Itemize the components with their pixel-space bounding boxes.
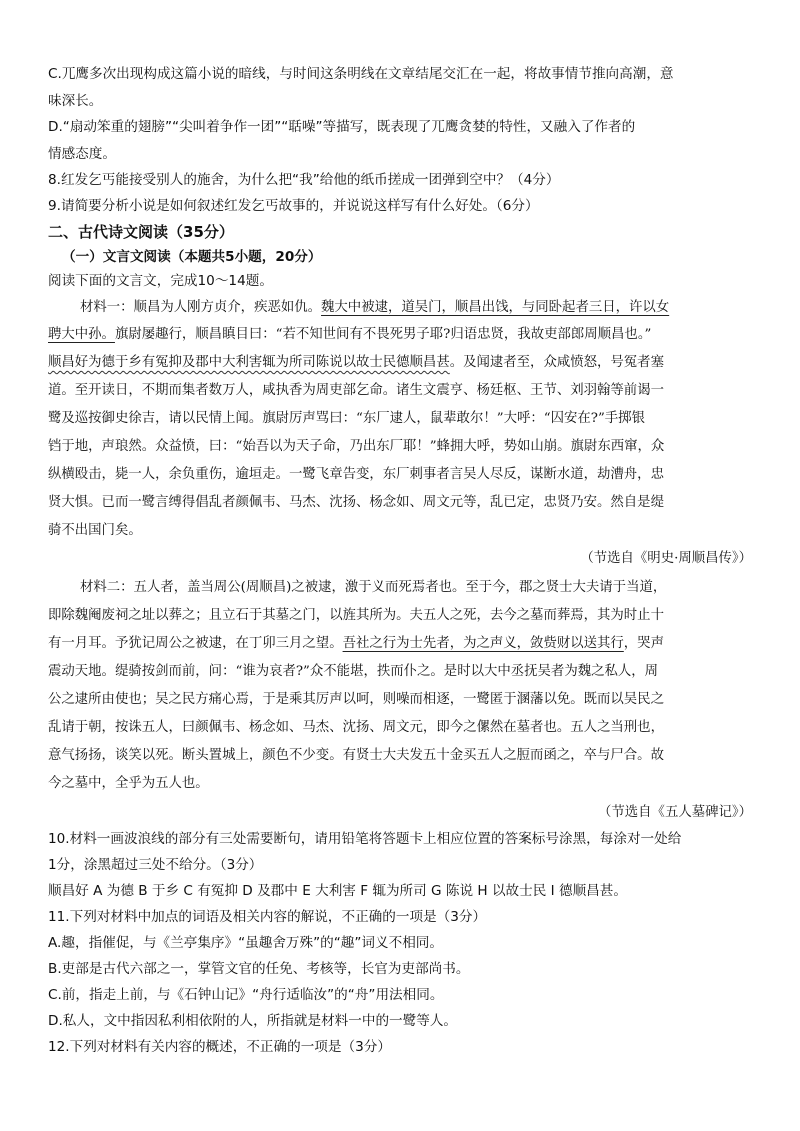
question-11-option-d: D.私人，文中指因私利相依附的人，所指就是材料一中的一鹭等人。 (48, 1013, 458, 1029)
material1-line2b: 旗尉屡趣行，顺昌瞋目曰：“若不知世间有不畏死男子耶?归语忠贤，我故吏部郎周顺昌也。” (114, 327, 652, 342)
material2-line3c: ，哭声 (623, 636, 664, 651)
option-c-cont: 味深长。 (48, 93, 103, 109)
material2-line4: 震动天地。缇骑按剑而前，问：“谁为哀者?”众不能堪，抶而仆之。是时以大中丞抚吴者为魏之私人，周 (48, 664, 659, 679)
question-11-option-c: C.前，指走上前，与《石钟山记》“舟行适临汝”的“舟”用法相同。 (48, 987, 444, 1003)
question-10: 10.材料一画波浪线的部分有三处需要断句，请用铅笔将答题卡上相应位置的答案标号涂黑，每涂对一处给 (48, 831, 682, 847)
question-12: 12.下列对材料有关内容的概述，不正确的一项是（3分） (48, 1039, 391, 1055)
section-title: 二、古代诗文阅读（35分） (48, 223, 234, 241)
reading-intro: 阅读下面的文言文，完成10～14题。 (48, 273, 273, 289)
material1-line7: 纵横殴击，毙一人，余负重伤，逾垣走。一鹭飞章告变，东厂刺事者言吴人尽反，谋断水道，劫漕舟，忠 (48, 467, 664, 482)
material2-line3a: 有一月耳。予犹记周公之被逮，在丁卯三月之望。 (48, 636, 343, 651)
material1-line8: 贤大惧。已而一鹭言缚得倡乱者颜佩韦、马杰、沈扬、杨念如、周文元等，乱已定，忠贤乃安。然自是缇 (48, 495, 664, 510)
question-11-option-b: B.吏部是古代六部之一，掌管文官的任免、考核等，长官为吏部尚书。 (48, 961, 470, 977)
material1-line1 (80, 298, 669, 318)
material2-line6: 乱请于朝，按诛五人，曰颜佩韦、杨念如、马杰、沈扬、周文元，即今之傫然在墓者也。五人之当刑也， (48, 720, 664, 735)
question-11: 11.下列对材料中加点的词语及相关内容的解说，不正确的一项是（3分） (48, 909, 487, 925)
material1-line1-underlined: 魏大中被逮，道吴门，顺昌出饯，与同卧起者三日，许以女 (321, 300, 670, 315)
material2-line1: 材料二：五人者，盖当周公(周顺昌)之被逮，激于义而死焉者也。至于今，郡之贤士大夫请于当道， (80, 580, 667, 595)
material2-line8: 今之墓中，全乎为五人也。 (48, 776, 209, 791)
material1-line2 (48, 325, 651, 345)
question-9: 9.请简要分析小说是如何叙述红发乞丐故事的，并说说这样写有什么好处。（6分） (48, 198, 539, 214)
option-c: C.兀鹰多次出现构成这篇小说的暗线，与时间这条明线在文章结尾交汇在一起，将故事情节推向高潮，意 (48, 66, 674, 82)
material2-line2: 即除魏阉废祠之址以葬之；且立石于其墓之门，以旌其所为。夫五人之死，去今之墓而葬焉，其为时止十 (48, 608, 664, 623)
material1-line1a: 材料一：顺昌为人刚方贞介，疾恶如仇。 (80, 300, 322, 315)
material1-source: （节选自《明史·周顺昌传》） (580, 551, 752, 566)
material1-line2-underlined: 聘大中孙。 (48, 327, 115, 342)
material1-line9: 骑不出国门矣。 (48, 523, 142, 538)
material2-line5: 公之逮所由使也；吴之民方痛心焉，于是乘其厉声以呵，则噪而相逐，一鹭匿于溷藩以免。既而以吴民之 (48, 692, 664, 707)
material1-line5: 鹭及巡按御史徐吉，请以民情上闻。旗尉厉声骂曰：“东厂逮人，鼠辈敢尔！”大呼：“囚安在?”手掷银 (48, 411, 645, 426)
material1-line3 (48, 353, 664, 373)
option-d-cont: 情感态度。 (48, 146, 116, 162)
question-11-option-a: A.趣，指催促，与《兰亭集序》“虽趣舍万殊”的“趣”词义不相同。 (48, 935, 443, 951)
material1-line3b: 。及闻逮者至，众咸愤怒，号冤者塞 (449, 355, 664, 370)
material2-source: （节选自《五人墓碑记》） (598, 805, 752, 820)
material2-underlined: 吾社之行为士先者，为之声义，敛赀财以送其行 (342, 636, 624, 651)
option-d: D.“扇动笨重的翅膀”“尖叫着争作一团”“聒噪”等描写，既表现了兀鹰贪婪的特性，又融入了作者的 (48, 119, 636, 135)
question-10-options: 顺昌好 A 为德 B 于乡 C 有冤抑 D 及郡中 E 大利害 F 辄为所司 G 陈说 H 以故士民 I 德顺昌甚。 (48, 883, 627, 899)
material1-line6: 铛于地，声琅然。众益愤，曰：“始吾以为天子命，乃出东厂耶！”蜂拥大呼，势如山崩。旗尉东西窜，众 (48, 439, 665, 454)
material1-wavy-sentence: 顺昌好为德于乡有冤抑及郡中大利害辄为所司陈说以故士民德顺昌甚 (48, 355, 450, 370)
subsection-title: （一）文言文阅读（本题共5小题，20分） (62, 249, 322, 265)
question-10-cont: 1分，涂黑超过三处不给分。（3分） (48, 857, 263, 873)
question-8: 8.红发乞丐能接受别人的施舍，为什么把“我”给他的纸币搓成一团弹到空中？（4分） (48, 172, 560, 188)
material2-line3 (48, 634, 664, 654)
material1-line4: 道。至开读日，不期而集者数万人，咸执香为周吏部乞命。诸生文震亨、杨廷枢、王节、刘羽翰等前谒一 (48, 383, 664, 398)
material2-line7: 意气扬扬，谈笑以死。断头置城上，颜色不少变。有贤士大夫发五十金买五人之脰而函之，卒与尸合。故 (48, 748, 664, 763)
